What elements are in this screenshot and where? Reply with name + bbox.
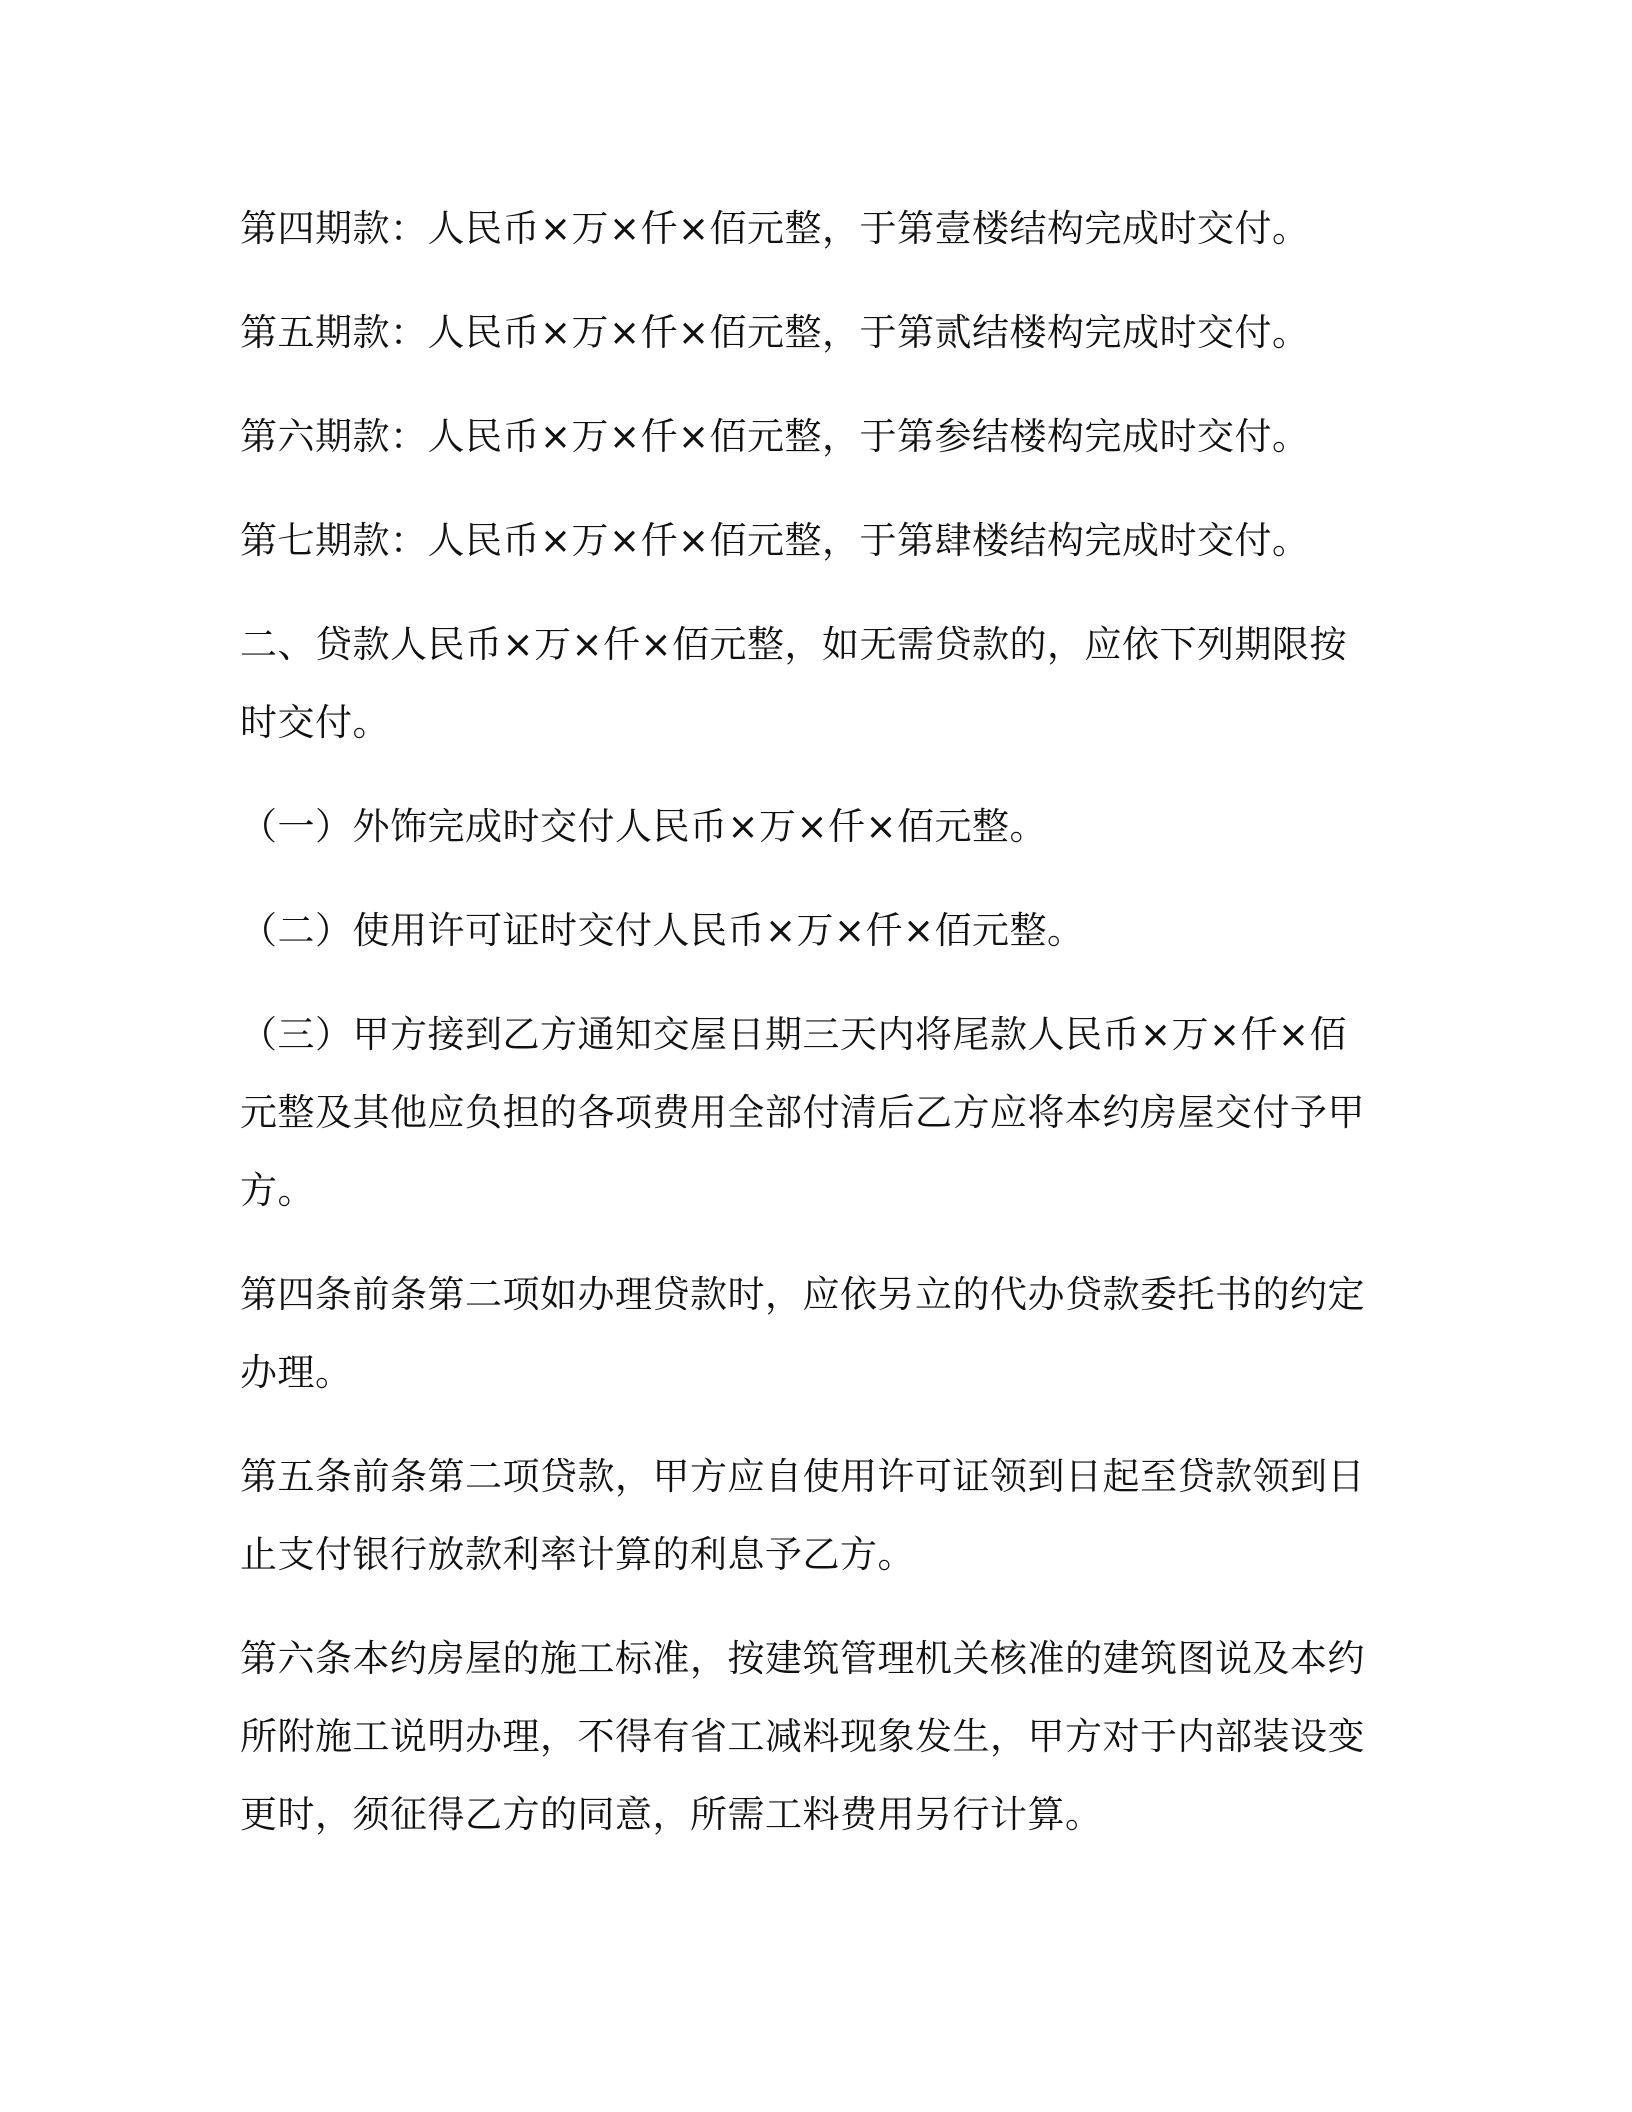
paragraph-installment-7: 第七期款：人民币×万×仟×佰元整，于第肆楼结构完成时交付。 xyxy=(240,519,1310,562)
paragraph-installment-4: 第四期款：人民币×万×仟×佰元整，于第壹楼结构完成时交付。 xyxy=(240,207,1310,250)
paragraph-installment-5: 第五期款：人民币×万×仟×佰元整，于第贰结楼构完成时交付。 xyxy=(240,311,1310,354)
paragraph-article-5: 第五条前条第二项贷款，甲方应自使用许可证领到日起至贷款领到日止支付银行放款利率计算的利息予乙方。 xyxy=(240,1455,1365,1576)
paragraph-article-4: 第四条前条第二项如办理贷款时，应依另立的代办贷款委托书的约定办理。 xyxy=(240,1273,1365,1394)
document-page xyxy=(240,190,1365,1880)
paragraph-loan: 二、贷款人民币×万×仟×佰元整，如无需贷款的，应依下列期限按时交付。 xyxy=(240,623,1348,744)
paragraph-article-6: 第六条本约房屋的施工标准，按建筑管理机关核准的建筑图说及本约所附施工说明办理，不得有省工减料现象发生，甲方对于内部装设变更时，须征得乙方的同意，所需工料费用另行计算。 xyxy=(240,1637,1365,1836)
paragraph-installment-6: 第六期款：人民币×万×仟×佰元整，于第参结楼构完成时交付。 xyxy=(240,415,1310,458)
paragraph-item-2: （二）使用许可证时交付人民币×万×仟×佰元整。 xyxy=(240,909,1085,952)
paragraph-item-3: （三）甲方接到乙方通知交屋日期三天内将尾款人民币×万×仟×佰元整及其他应负担的各项费用全部付清后乙方应将本约房屋交付予甲方。 xyxy=(240,1013,1365,1212)
paragraph-item-1: （一）外饰完成时交付人民币×万×仟×佰元整。 xyxy=(240,805,1048,848)
